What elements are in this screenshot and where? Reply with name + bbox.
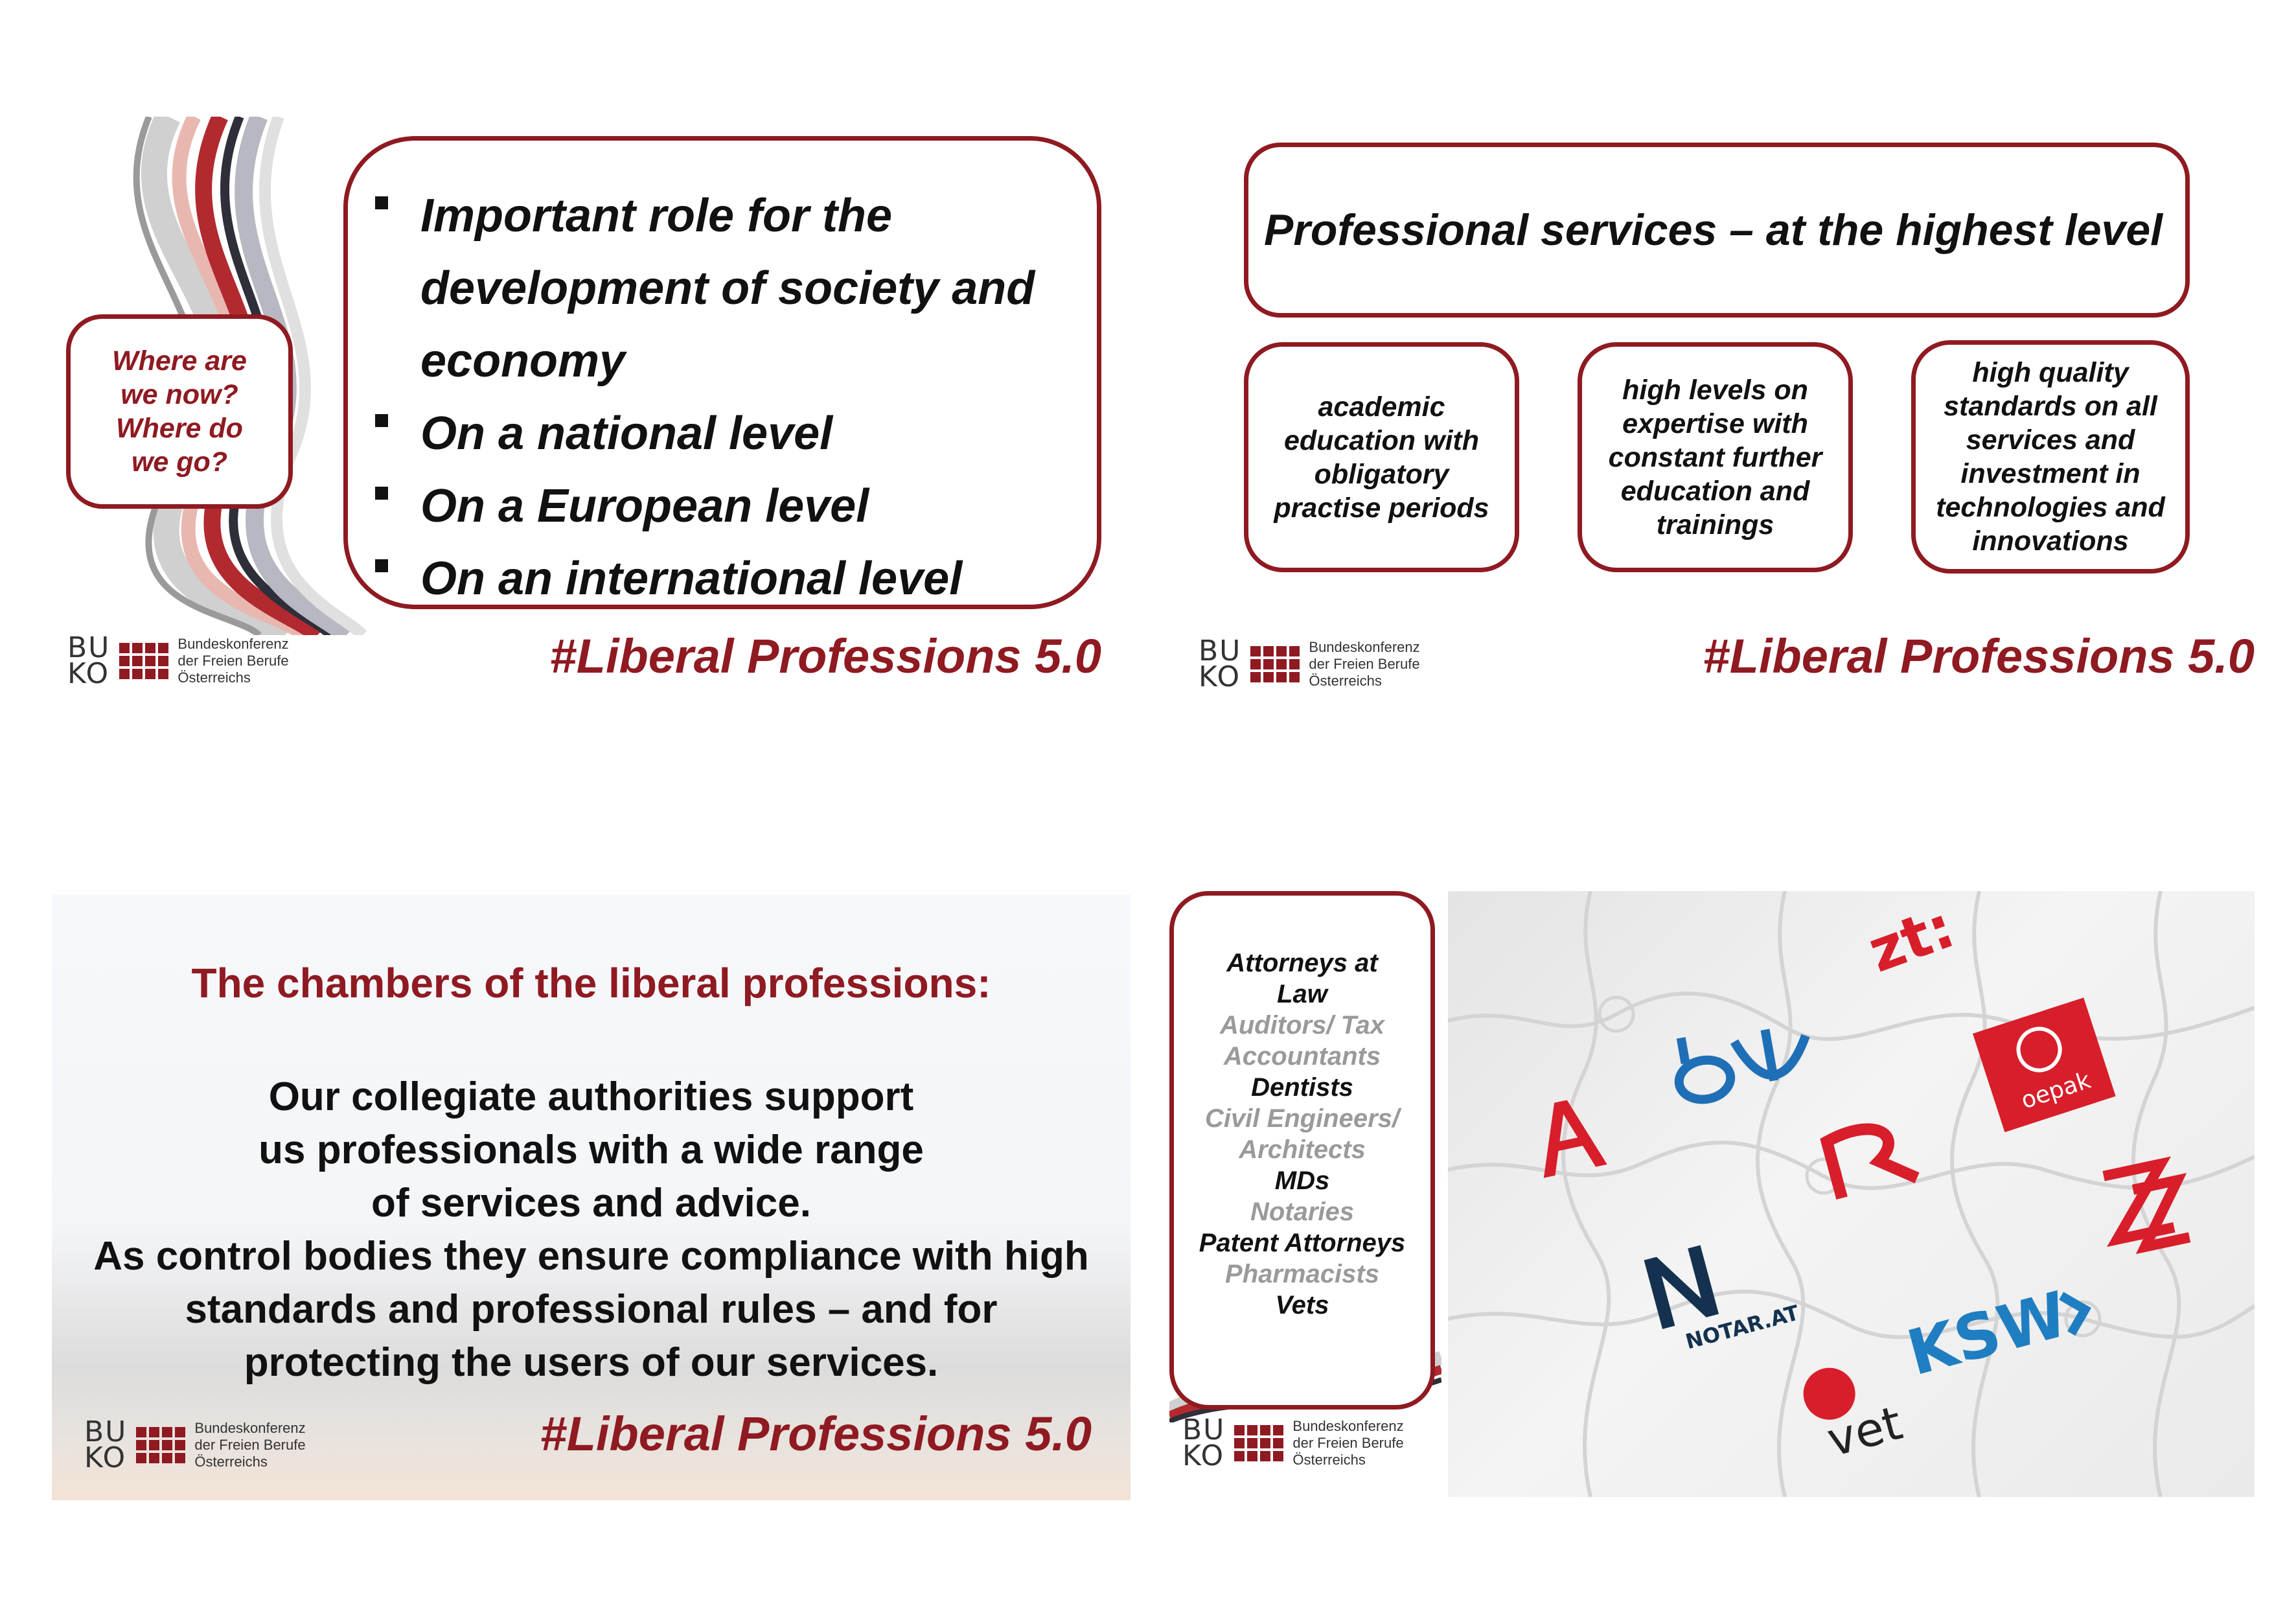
profession-attorneys: Attorneys at Law: [1226, 949, 1378, 1008]
chambers-paragraph-1: Our collegiate authorities support us professionals with a wide range of services and advice.: [258, 1074, 924, 1225]
where-are-we-box: [66, 314, 293, 509]
chambers-paragraph-2: As control bodies they ensure compliance with high standards and professional rules – and for protecting the users of our services.: [93, 1234, 1089, 1385]
svg-text:NOTAR.AT: NOTAR.AT: [1682, 1300, 1802, 1354]
service-box-quality: high quality standards on all services and investment in technologies and innovations: [1911, 340, 2190, 574]
buko-logo: BU KO Bundeskonferenz der Freien Berufe Österreichs: [84, 1415, 306, 1474]
bullet-square-icon: [375, 559, 388, 572]
hashtag: #Liberal Professions 5.0: [549, 629, 1101, 683]
services-title: Professional services – at the highest level: [1264, 205, 2163, 255]
svg-text:zt:: zt:: [1859, 892, 1963, 986]
bullet-item: On an international level: [348, 542, 1071, 615]
where-are-we-text: Where are we now? Where do we go?: [112, 345, 247, 478]
bullet-item: On a European level: [348, 470, 1071, 542]
svg-text:vet: vet: [1821, 1395, 1908, 1468]
slide-professional-services: [1179, 97, 2255, 719]
buko-logo: BU KO Bundeskonferenz der Freien Berufe Österreichs: [1199, 634, 1420, 693]
bullet-square-icon: [375, 414, 388, 427]
service-box-education: academic education with obligatory practise periods: [1244, 342, 1519, 572]
profession-patent-attorneys: Patent Attorneys: [1199, 1229, 1406, 1257]
bullet-item: On a national level: [348, 397, 1071, 470]
profession-pharmacists: Pharmacists: [1225, 1260, 1379, 1288]
bullet-square-icon: [375, 487, 388, 500]
service-box-expertise: high levels on expertise with constant further education and trainings: [1578, 342, 1853, 572]
bullet-item: Important role for the development of society and economy: [348, 180, 1071, 397]
bullet-box: [343, 136, 1101, 609]
profession-civil-engineers: Civil Engineers/ Architects: [1204, 1104, 1400, 1164]
profession-dentists: Dentists: [1251, 1073, 1353, 1102]
professions-list: [1174, 947, 1430, 1321]
zt-logo-icon: [1860, 893, 1963, 986]
buko-grid-icon: [1250, 646, 1300, 682]
hashtag: #Liberal Professions 5.0: [540, 1407, 1092, 1461]
buko-logo: BU KO Bundeskonferenz der Freien Berufe Österreichs: [1182, 1413, 1404, 1472]
chambers-heading: The chambers of the liberal professions:: [191, 960, 991, 1006]
profession-mds: MDs: [1274, 1166, 1330, 1195]
slide-chambers: [52, 894, 1131, 1500]
pharmacy-a-icon: [1529, 1095, 1607, 1178]
puzzle-image: [1448, 891, 2255, 1497]
buko-grid-icon: [119, 643, 168, 679]
slide-professions-puzzle: [1169, 891, 2255, 1500]
slide-where-are-we: [52, 97, 1127, 719]
vet-logo-icon: [1798, 1352, 1908, 1470]
services-title-box: [1244, 143, 2190, 318]
profession-auditors: Auditors/ Tax Accountants: [1219, 1011, 1385, 1071]
buko-grid-icon: [136, 1427, 185, 1463]
buko-logo: BU KO Bundeskonferenz der Freien Berufe Österreichs: [67, 631, 289, 690]
profession-notaries: Notaries: [1250, 1198, 1355, 1226]
hashtag: #Liberal Professions 5.0: [1703, 629, 2255, 683]
svg-text:oepak: oepak: [2017, 1067, 2095, 1115]
puzzle-grid-icon: [1448, 891, 2255, 1497]
professions-box: [1169, 891, 1435, 1410]
bullet-square-icon: [375, 196, 388, 209]
svg-text:KSW: KSW: [1900, 1277, 2075, 1390]
bullet-list: [348, 180, 1071, 615]
profession-vets: Vets: [1275, 1291, 1329, 1319]
patent-z-logo-icon: [2104, 1161, 2190, 1252]
buko-grid-icon: [1234, 1425, 1283, 1461]
